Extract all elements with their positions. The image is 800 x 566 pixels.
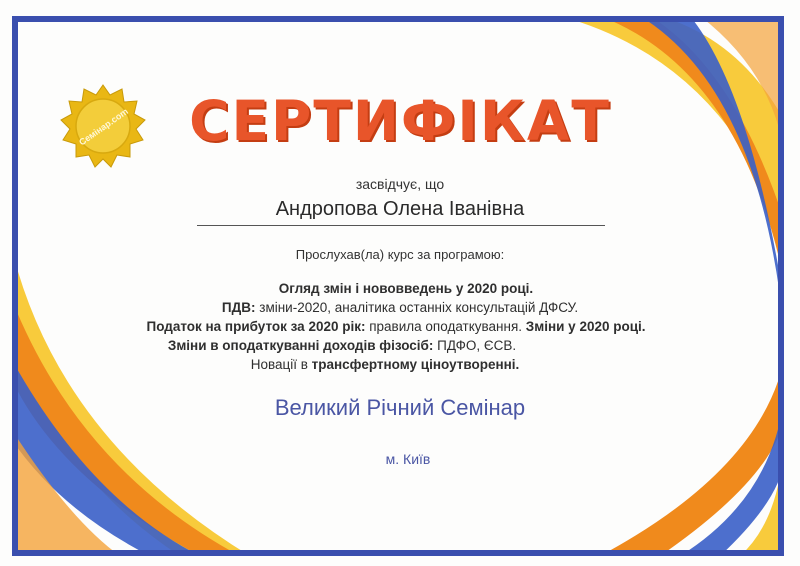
program-line-5-segment-2: трансфертному ціноутворенні. xyxy=(311,357,520,372)
program-line-3-segment-1: Податок на прибуток за 2020 рік: xyxy=(146,319,366,334)
program-line-2-segment-2: зміни-2020, аналітика останніх консультацій ДФСУ. xyxy=(255,300,579,315)
program-line-4-segment-2: ПДФО, ЄСВ. xyxy=(433,338,517,353)
program-line-5-segment-1: Новації в xyxy=(250,357,312,372)
program-line-2-segment-1: ПДВ: xyxy=(221,300,256,315)
program-line-4-segment-1: Зміни в оподаткуванні доходів фізосіб: xyxy=(167,338,434,353)
seminar-name: Великий Річний Семінар xyxy=(274,395,526,420)
svg-text:Семінар.com: Семінар.com xyxy=(77,106,130,148)
program-line-3-segment-3: Зміни у 2020 році. xyxy=(525,319,646,334)
program-line-5 xyxy=(0,357,785,372)
certificate-title: СЕРТИФІКАТ xyxy=(189,89,611,153)
city-text: м. Київ xyxy=(385,451,431,467)
program-line-1 xyxy=(6,281,800,296)
recipient-name: Андропова Олена Іванівна xyxy=(275,198,525,220)
certifies-text: засвідчує, що xyxy=(355,176,445,192)
program-line-1-segment-1: Огляд змін і нововведень у 2020 році. xyxy=(278,281,534,296)
program-line-3 xyxy=(0,319,796,334)
course-intro-text: Прослухав(ла) курс за програмою: xyxy=(295,247,505,262)
program-line-2 xyxy=(0,300,800,315)
name-underline xyxy=(197,225,605,226)
program-line-4 xyxy=(0,338,742,353)
program-line-3-segment-2: правила оподаткування. xyxy=(365,319,526,334)
